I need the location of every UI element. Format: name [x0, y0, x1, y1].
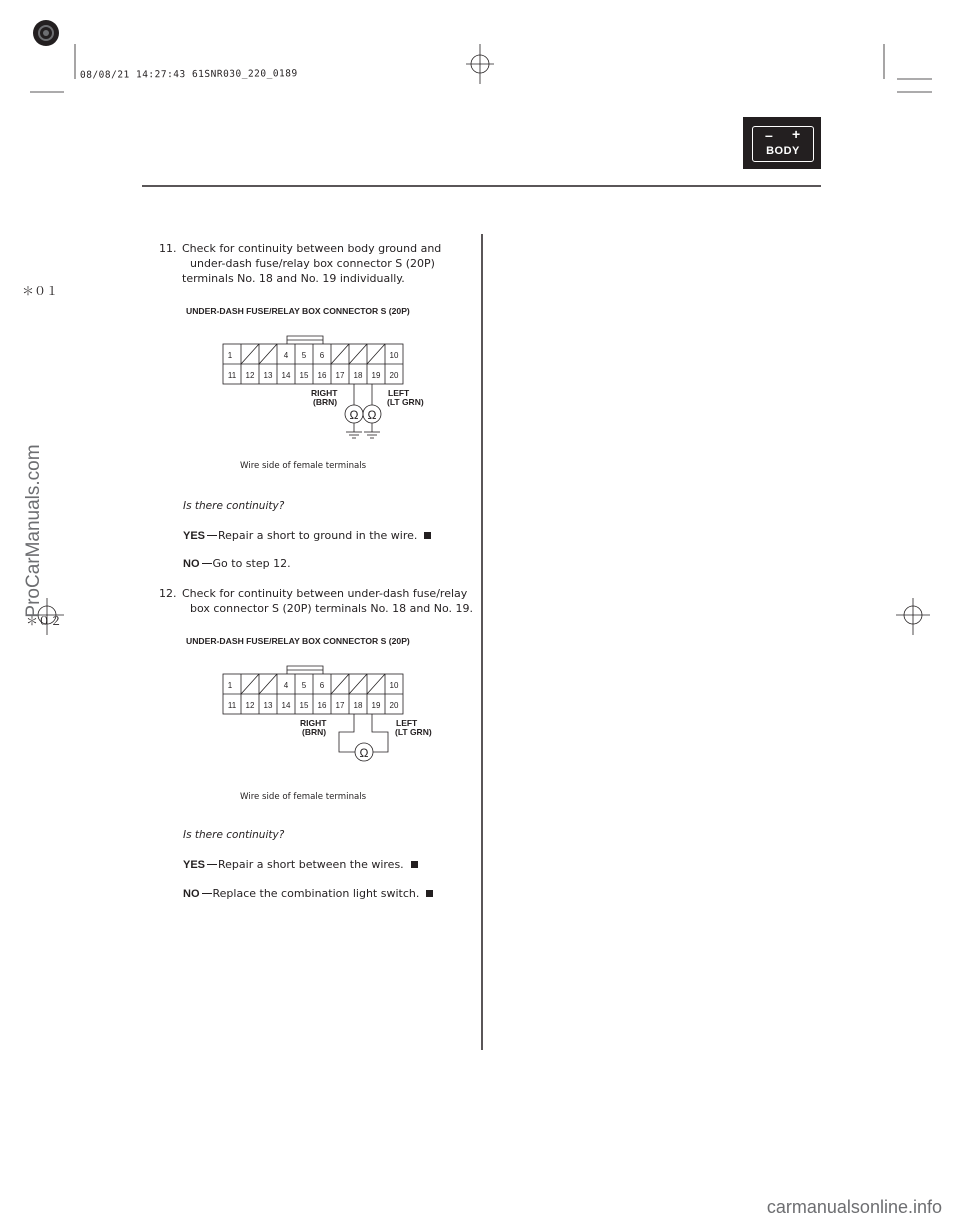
yes-text: Repair a short to ground in the wire.: [218, 529, 418, 542]
pin-1: 1: [227, 351, 233, 360]
no-label: NO: [183, 558, 200, 570]
step-line: Check for continuity between under-dash fuse/relay: [182, 587, 468, 600]
no-text: Go to step 12.: [212, 557, 291, 570]
plus-sign: +: [792, 126, 801, 142]
badge-text: BODY: [766, 145, 800, 157]
margin-mark-01: ＊０１: [22, 284, 59, 298]
pin-6: 6: [319, 681, 325, 690]
answer-no: [183, 557, 291, 570]
wire-label-right-color: (BRN): [313, 397, 338, 407]
pin-5: 5: [301, 681, 307, 690]
margin-mark-02: ＊０２: [26, 614, 63, 628]
step-12: [159, 586, 479, 618]
pin-16: 16: [317, 701, 327, 710]
yes-label: YES: [183, 530, 206, 542]
watermark-carmanualsonline: carmanualsonline.info: [766, 1197, 942, 1217]
diagram-caption: Wire side of female terminals: [240, 792, 367, 802]
ohm-meter-icon: Ω: [349, 408, 359, 422]
continuity-question: Is there continuity?: [183, 500, 285, 512]
dash: [207, 864, 217, 865]
step-text: [182, 586, 482, 616]
wire-label-right-color: (BRN): [302, 727, 327, 737]
pin-6: 6: [319, 351, 325, 360]
pin-10: 10: [389, 351, 399, 360]
end-marker-icon: [426, 890, 433, 897]
pin-5: 5: [301, 351, 307, 360]
pin-19: 19: [371, 701, 381, 710]
wire-label-left: LEFT: [396, 718, 418, 728]
continuity-question: Is there continuity?: [183, 829, 285, 841]
pin-14: 14: [281, 701, 291, 710]
diagram-caption: Wire side of female terminals: [240, 461, 367, 471]
wire-label-left-color: (LT GRN): [395, 727, 432, 737]
connector-title: UNDER-DASH FUSE/RELAY BOX CONNECTOR S (20P): [186, 636, 410, 646]
minus-sign: –: [765, 127, 773, 143]
pin-4: 4: [283, 351, 289, 360]
no-label: NO: [183, 888, 200, 900]
wire-label-right: RIGHT: [300, 718, 327, 728]
pin-15: 15: [299, 701, 309, 710]
connector-diagram-continuity-between-wires: [210, 655, 450, 775]
step-number: 12.: [159, 587, 177, 600]
pin-17: 17: [335, 701, 345, 710]
pin-4: 4: [283, 681, 289, 690]
ohm-meter-icon: Ω: [359, 746, 369, 760]
dash: [207, 535, 217, 536]
pin-16: 16: [317, 371, 327, 380]
step-line: under-dash fuse/relay box connector S (20P): [190, 257, 435, 270]
answer-yes: [183, 529, 431, 542]
step-line: Check for continuity between body ground and: [182, 242, 442, 255]
connector-diagram-continuity-to-ground: [210, 325, 424, 455]
answer-no: [183, 887, 433, 900]
pin-13: 13: [263, 701, 273, 710]
body-section-badge: [743, 117, 821, 169]
dash: [202, 893, 212, 894]
print-stamp: 08/08/21 14:27:43 61SNR030_220_0189: [79, 68, 298, 81]
pin-20: 20: [389, 371, 399, 380]
step-line: box connector S (20P) terminals No. 18 and No. 19.: [190, 602, 474, 615]
watermark-procarmanuals: ProCarManuals.com: [23, 444, 44, 618]
end-marker-icon: [411, 861, 418, 868]
pin-20: 20: [389, 701, 399, 710]
pin-18: 18: [353, 371, 363, 380]
dash: [202, 563, 212, 564]
battery-icon: [752, 126, 814, 162]
pin-19: 19: [371, 371, 381, 380]
step-11: [159, 241, 479, 289]
pin-12: 12: [245, 701, 255, 710]
pin-18: 18: [353, 701, 363, 710]
pin-15: 15: [299, 371, 309, 380]
pin-11: 11: [227, 371, 237, 380]
pin-1: 1: [227, 681, 233, 690]
pin-10: 10: [389, 681, 399, 690]
pin-12: 12: [245, 371, 255, 380]
yes-label: YES: [183, 859, 206, 871]
pin-11: 11: [227, 701, 237, 710]
no-text: Replace the combination light switch.: [212, 887, 420, 900]
step-line: terminals No. 18 and No. 19 individually.: [182, 272, 405, 285]
wire-label-right: RIGHT: [311, 388, 338, 398]
pin-17: 17: [335, 371, 345, 380]
pin-14: 14: [281, 371, 291, 380]
wire-label-left: LEFT: [388, 388, 410, 398]
pin-13: 13: [263, 371, 273, 380]
step-text: [182, 241, 482, 286]
end-marker-icon: [424, 532, 431, 539]
wire-label-left-color: (LT GRN): [387, 397, 424, 407]
yes-text: Repair a short between the wires.: [218, 858, 404, 871]
connector-title: UNDER-DASH FUSE/RELAY BOX CONNECTOR S (20P): [186, 306, 410, 316]
answer-yes: [183, 858, 418, 871]
step-number: 11.: [159, 242, 177, 255]
ohm-meter-icon: Ω: [367, 408, 377, 422]
